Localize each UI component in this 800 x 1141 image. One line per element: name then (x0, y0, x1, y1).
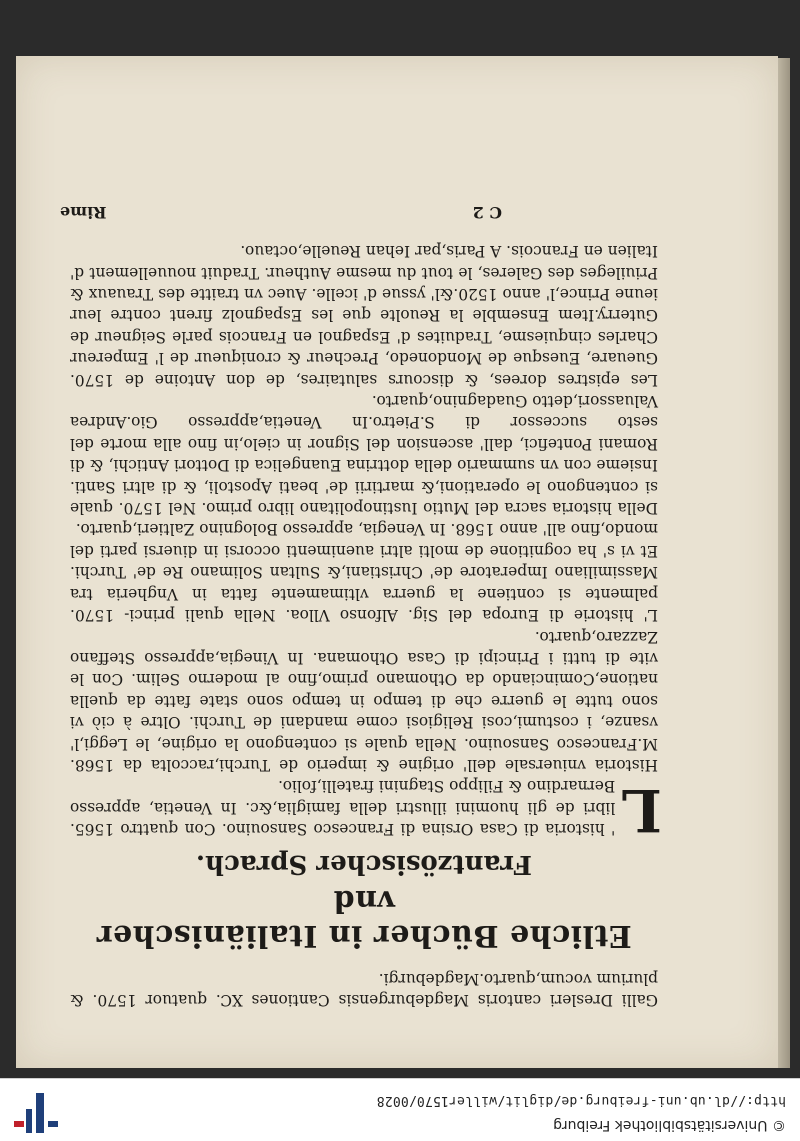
entry-gueuare: Les epistres dorees, & discours salutaires, de don Antoine de 1570. Gueuare, Euesque de Mondonedo, Precheur & croniqueur de l' Empereur Charles cinquiesme, Traduites d' Espagnol en Francois parle Seigneur de Guterry.Item Ensemble la Reuolte que les Espagnolz firent contre leur ieune Prince,l' anno 1520.&l' yssue d' icelle. Auec vn traitte des Trauaux & Priuileges des Galeres, le tout du mesme Autheur. Traduit nouuellement d' Italien en Francois. A Paris,par Iehan Reuelle,octauo. (70, 242, 658, 389)
entry-mutio: Della historia sacra del Mutio Iustinopolitano libro primo. Nel 1570. quale si contengono le operationi,& martirii de' beati Apostoli, & di altri Santi. Insieme con vn summario della dottrina Euangelica di Dottori Antichi, & di Romani Pontefici, dall' ascension del Signor in cielo,in fino alla morte del sesto successor di S.Pietro.In Venetia,appresso Gio.Andrea Valuassori,detto Guadagnino,quarto. (70, 392, 658, 518)
catchword: Rime (60, 202, 107, 222)
entry-turchi: Historia vniuersale dell' origine & imperio de Turchi,raccolta da 1568. M.Francesco Sansouino. Nella quale si contengono la origine, le Leggi,l' vsanze, i costumi,cosi Religiosi come mandani de Turchi. Oltre à ciò vi sono tutte le guerre che di tempo in tempo sono state fatte da quella natione,Cominciando da Othomano primo,fino al moderno Selim. Con le vite di tutti i Principi di Casa Othomana. In Vinegia,appresso Steffano Zazzaro,quarto. (70, 627, 658, 774)
copyright-text: © Universitätsbibliothek Freiburg (553, 1117, 786, 1133)
drop-cap: L (621, 776, 662, 845)
signature-mark: C 2 (472, 202, 502, 222)
page-text (60, 198, 662, 1010)
page-footer (60, 198, 658, 222)
ub-freiburg-logo-icon[interactable] (14, 1093, 58, 1133)
entry-vlloa: L' historie di Europa del Sig. Alfonso Vlloa. Nella quali princi- 1570. palmente si contiene la guerra vltimamente fatta in Vngheria tra Massimiliano Imperatore de' Christiani,& Sultan Solimano Re de' Turchi. Et vi s' ha cognitione de molti altri auenimenti occorsi in diuersi parti del mondo,fino all' anno 1568. In Venegia, appresso Bolognino Zaltieri,quarto. (70, 520, 658, 625)
entry-dresler: Galli Dreslеri cantoris Magdeburgensis Cantiones XC. quatuor 1570. & plurium vocum,quarto.Magdeburgi. (70, 969, 658, 1009)
scanned-page (16, 56, 778, 1068)
entry-orsina-text: ' historia di Casa Orsina di Francesco Sansouino. Con quattro 1565. libri de gli huomini illustri della famiglia,&c. In Venetia, appresso Bernardino & Filippo Stagnini fratelli,folio. (70, 777, 616, 839)
header-rotated (0, 1079, 800, 1141)
entry-orsina (70, 775, 662, 845)
section-title: Etliche Bücher in Italiänischer vnd (96, 883, 632, 954)
permalink-url[interactable]: http://dl.ub.uni-freiburg.de/diglit/willer1570/0028 (376, 1093, 786, 1108)
section-subtitle: Frantzösischer Sprach. (195, 849, 533, 880)
header-bar (0, 1078, 800, 1141)
